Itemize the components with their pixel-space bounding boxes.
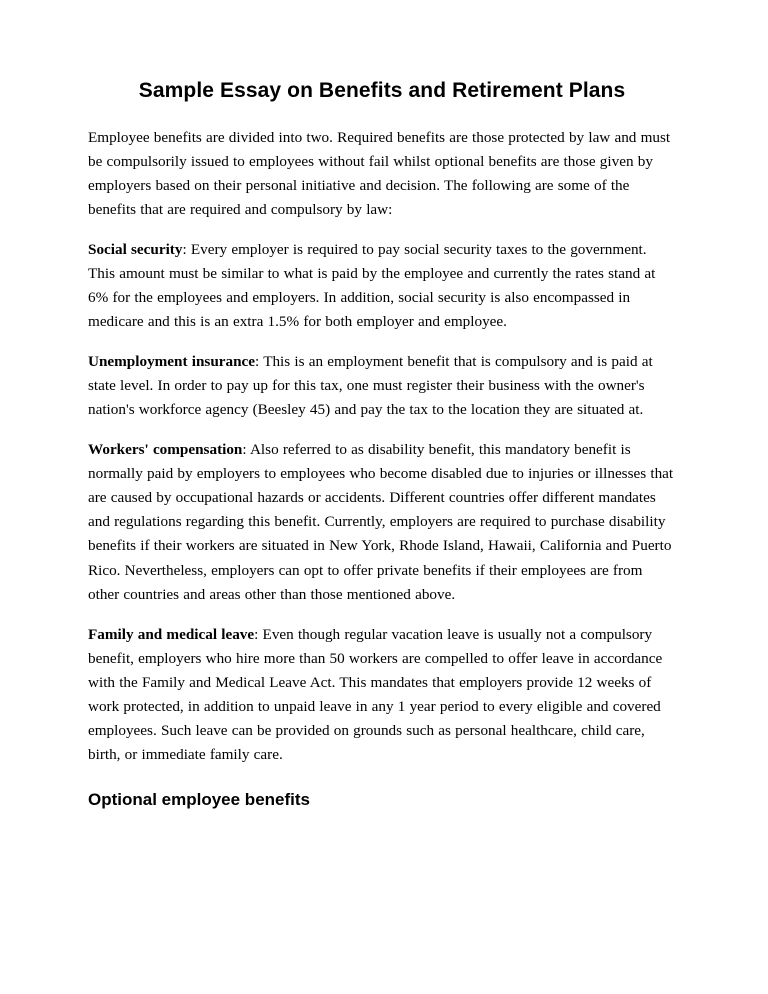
paragraph-intro [88, 126, 676, 222]
paragraph-family-medical-leave [88, 623, 676, 767]
paragraph-lead: Family and medical leave [88, 625, 255, 643]
section-heading-optional-employee-benefits: Optional employee benefits [88, 789, 310, 809]
paragraph-text: : Even though regular vacation leave is usually not a compulsory benefit, employers who hire more than 50 workers are compelled to offer leave in accordance with the Family and Medical Leave Act. This mandates that employers provide 12 weeks of work protected, in addition to unpaid leave in any 1 year period to every eligible and covered employees. Such leave can be provided on grounds such as personal healthcare, child care, birth, or immediate family care. [88, 625, 663, 763]
paragraph-lead: Social security [88, 241, 183, 259]
paragraph-text: : This is an employment benefit that is compulsory and is paid at state level. In order to pay up for this tax, one must register their business with the owner's nation's workforce agency (Beesley 45) and pay the tax to the location they are situated at. [88, 353, 653, 419]
paragraph-lead: Workers' compensation [88, 441, 243, 459]
paragraph-lead: Unemployment insurance [88, 353, 256, 371]
paragraph-workers-compensation [88, 438, 676, 606]
paragraph-social-security [88, 238, 676, 334]
paragraph-text: : Also referred to as disability benefit, this mandatory benefit is normally paid by employers to employees who become disabled due to injuries or illnesses that are caused by occupational hazards or accidents. Different countries offer different mandates and regulations regarding this benefit. Currently, employers are required to purchase disability benefits if their workers are situated in New York, Rhode Island, Hawaii, California and Puerto Rico. Nevertheless, employers can opt to offer private benefits if their employees are from other countries and areas other than those mentioned above. [88, 441, 674, 603]
paragraph-unemployment-insurance [88, 350, 676, 422]
paragraph-text: Employee benefits are divided into two. Required benefits are those protected by law and must be compulsorily issued to employees without fail whilst optional benefits are those given by employers based on their personal initiative and decision. The following are some of the benefits that are required and compulsory by law: [88, 129, 671, 219]
page-title: Sample Essay on Benefits and Retirement Plans [138, 79, 626, 102]
paragraph-text: : Every employer is required to pay social security taxes to the government. This amount must be similar to what is paid by the employee and currently the rates stand at 6% for the employees and employers. In addition, social security is also encompassed in medicare and this is an extra 1.5% for both employer and employee. [88, 241, 656, 331]
